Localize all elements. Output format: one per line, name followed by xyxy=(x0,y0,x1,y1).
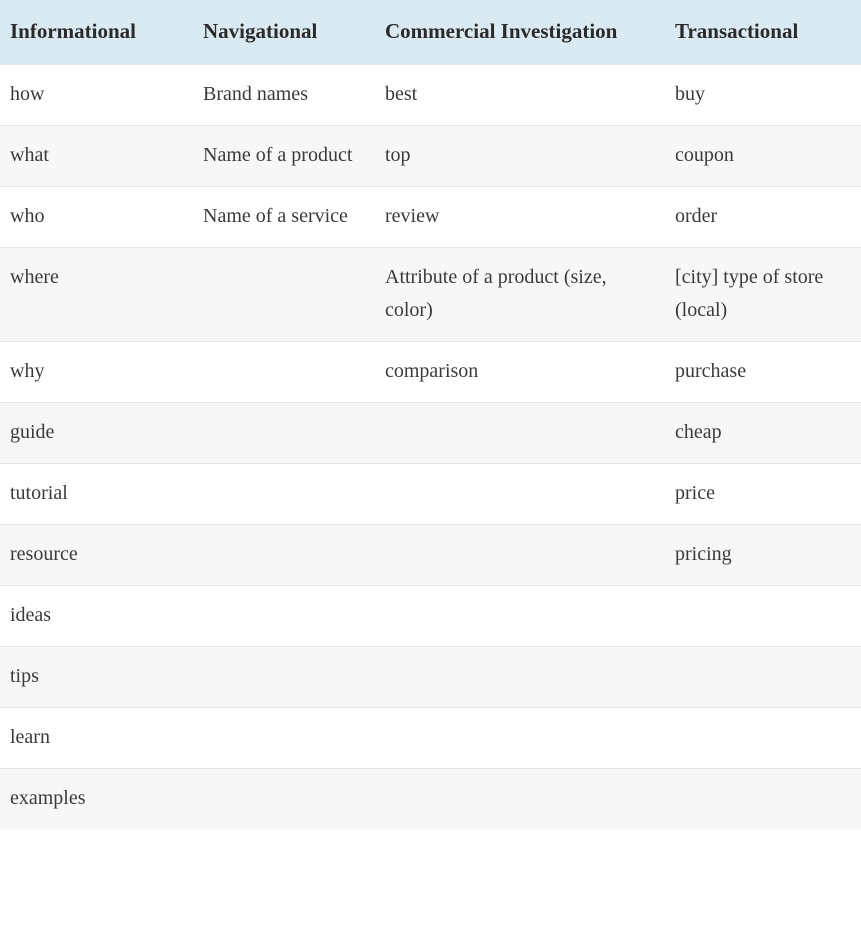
table-header xyxy=(0,0,861,65)
column-header-transactional: Transactional xyxy=(665,0,861,65)
table-cell: Attribute of a product (size, color) xyxy=(375,248,665,342)
table-header-row xyxy=(0,0,861,65)
table-cell: what xyxy=(0,126,193,187)
table-row xyxy=(0,586,861,647)
table-cell xyxy=(375,708,665,769)
table-cell xyxy=(193,525,375,586)
table-cell: coupon xyxy=(665,126,861,187)
table-cell: pricing xyxy=(665,525,861,586)
table-cell: top xyxy=(375,126,665,187)
table-cell xyxy=(193,647,375,708)
table-cell xyxy=(193,403,375,464)
table-row xyxy=(0,525,861,586)
table-row xyxy=(0,769,861,830)
table-cell: learn xyxy=(0,708,193,769)
table-cell xyxy=(375,647,665,708)
table-cell xyxy=(665,586,861,647)
table-cell xyxy=(193,708,375,769)
table-cell xyxy=(375,525,665,586)
table-cell: Brand names xyxy=(193,65,375,126)
table-cell: where xyxy=(0,248,193,342)
table-row xyxy=(0,708,861,769)
table-cell xyxy=(375,769,665,830)
table-cell: resource xyxy=(0,525,193,586)
column-header-informational: Informational xyxy=(0,0,193,65)
table-cell xyxy=(665,708,861,769)
table-cell: why xyxy=(0,342,193,403)
table-cell xyxy=(375,403,665,464)
table-cell: Name of a product xyxy=(193,126,375,187)
table-cell: guide xyxy=(0,403,193,464)
table-cell xyxy=(665,647,861,708)
table-cell: cheap xyxy=(665,403,861,464)
table-row xyxy=(0,65,861,126)
table-cell xyxy=(193,586,375,647)
table-cell xyxy=(375,586,665,647)
table-row xyxy=(0,342,861,403)
table-cell xyxy=(193,464,375,525)
table-row xyxy=(0,403,861,464)
table-row xyxy=(0,187,861,248)
table-cell: review xyxy=(375,187,665,248)
table-cell: ideas xyxy=(0,586,193,647)
table-row xyxy=(0,248,861,342)
table-cell: [city] type of store (local) xyxy=(665,248,861,342)
table-cell: comparison xyxy=(375,342,665,403)
table-cell xyxy=(193,248,375,342)
table-cell: tutorial xyxy=(0,464,193,525)
column-header-navigational: Navigational xyxy=(193,0,375,65)
table-cell: order xyxy=(665,187,861,248)
table-cell: buy xyxy=(665,65,861,126)
table-cell xyxy=(665,769,861,830)
table-cell: how xyxy=(0,65,193,126)
table-cell: purchase xyxy=(665,342,861,403)
table-body xyxy=(0,65,861,830)
table-cell xyxy=(193,769,375,830)
table-cell xyxy=(375,464,665,525)
table-cell: Name of a service xyxy=(193,187,375,248)
table-cell xyxy=(193,342,375,403)
table-row xyxy=(0,126,861,187)
column-header-commercial-investigation: Commercial Investigation xyxy=(375,0,665,65)
table-row xyxy=(0,464,861,525)
table-cell: tips xyxy=(0,647,193,708)
table-cell: price xyxy=(665,464,861,525)
table-cell: examples xyxy=(0,769,193,830)
table-cell: best xyxy=(375,65,665,126)
table-cell: who xyxy=(0,187,193,248)
table-row xyxy=(0,647,861,708)
